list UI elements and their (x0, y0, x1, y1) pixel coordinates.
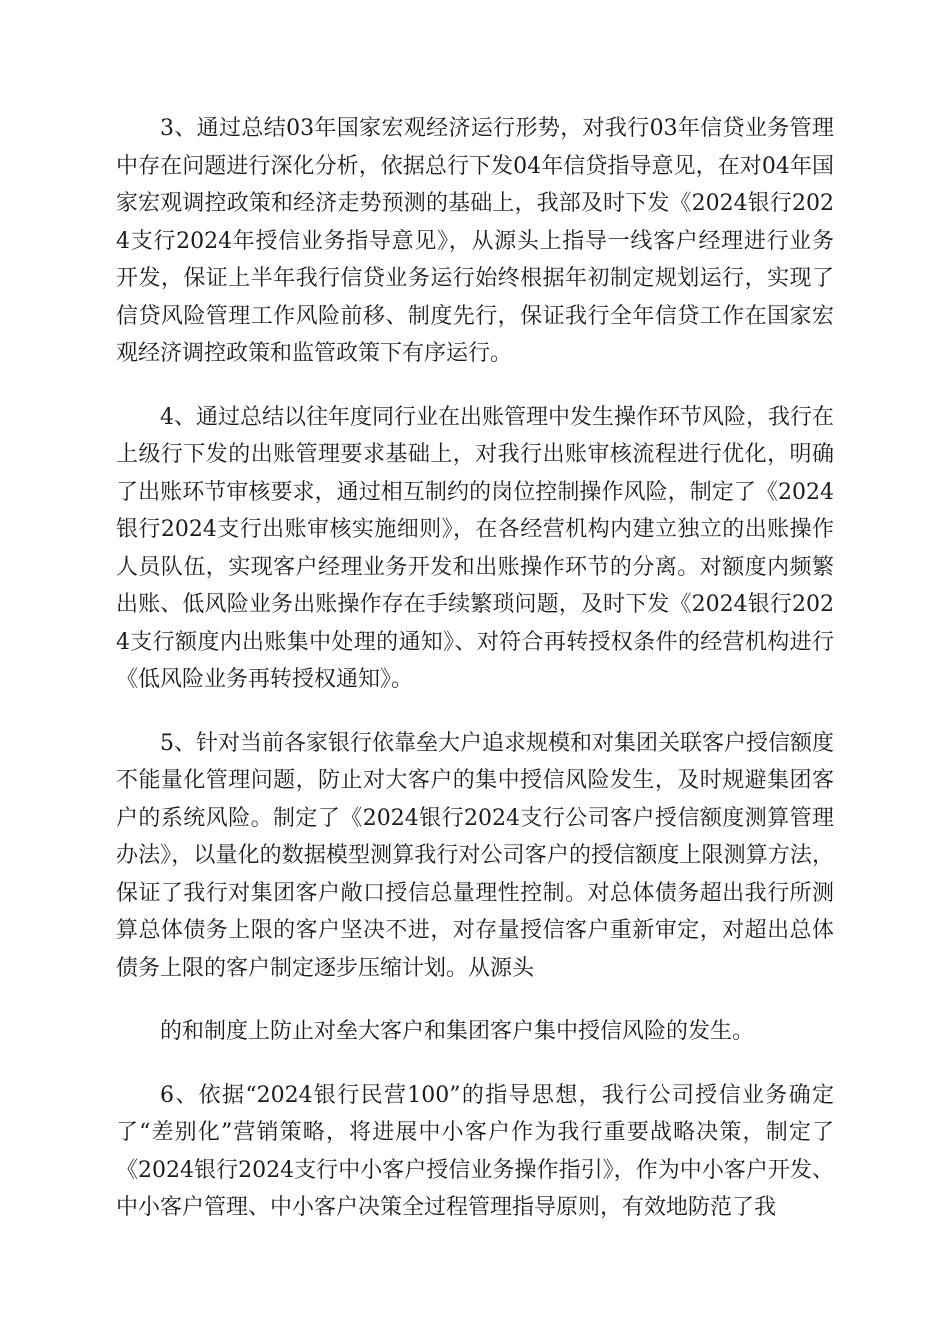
paragraph-6: 6、依据“2024银行民营100”的指导思想，我行公司授信业务确定了“差别化”营销策略，将进展中小客户作为我行重要战略决策，制定了《2024银行2024支行中小客户授信业务操作指引》，作为中小客户开发、中小客户管理、中小客户决策全过程管理指导原则，有效地防范了我 (116, 1082, 834, 1220)
paragraph-3: 3、通过总结03年国家宏观经济运行形势，对我行03年信贷业务管理中存在问题进行深化分析，依据总行下发04年信贷指导意见，在对04年国家宏观调控政策和经济走势预测的基础上，我部及时下发《2024银行2024支行2024年授信业务指导意见》，从源头上指导一线客户经理进行业务开发，保证上半年我行信贷业务运行始终根据年初制定规划运行，实现了信贷风险管理工作风险前移、制度先行，保证我行全年信贷工作在国家宏观经济调控政策和监管政策下有序运行。 (116, 116, 834, 366)
document-body (116, 110, 834, 1253)
paragraph-4: 4、通过总结以往年度同行业在出账管理中发生操作环节风险，我行在上级行下发的出账管理要求基础上，对我行出账审核流程进行优化，明确了出账环节审核要求，通过相互制约的岗位控制操作风险，制定了《2024银行2024支行出账审核实施细则》，在各经营机构内建立独立的出账操作人员队伍，实现客户经理业务开发和出账操作环节的分离。对额度内频繁出账、低风险业务出账操作存在手续繁琐问题，及时下发《2024银行2024支行额度内出账集中处理的通知》、对符合再转授权条件的经营机构进行《低风险业务再转授权通知》。 (116, 404, 834, 692)
paragraph-5: 5、针对当前各家银行依靠垒大户追求规模和对集团关联客户授信额度不能量化管理问题，防止对大客户的集中授信风险发生，及时规避集团客户的系统风险。制定了《2024银行2024支行公司客户授信额度测算管理办法》，以量化的数据模型测算我行对公司客户的授信额度上限测算方法，保证了我行对集团客户敞口授信总量理性控制。对总体债务超出我行所测算总体债务上限的客户坚决不进，对存量授信客户重新审定，对超出总体债务上限的客户制定逐步压缩计划。从源头 (116, 730, 834, 981)
paragraph-5-continuation: 的和制度上防止对垒大客户和集团客户集中授信风险的发生。 (160, 1019, 755, 1044)
